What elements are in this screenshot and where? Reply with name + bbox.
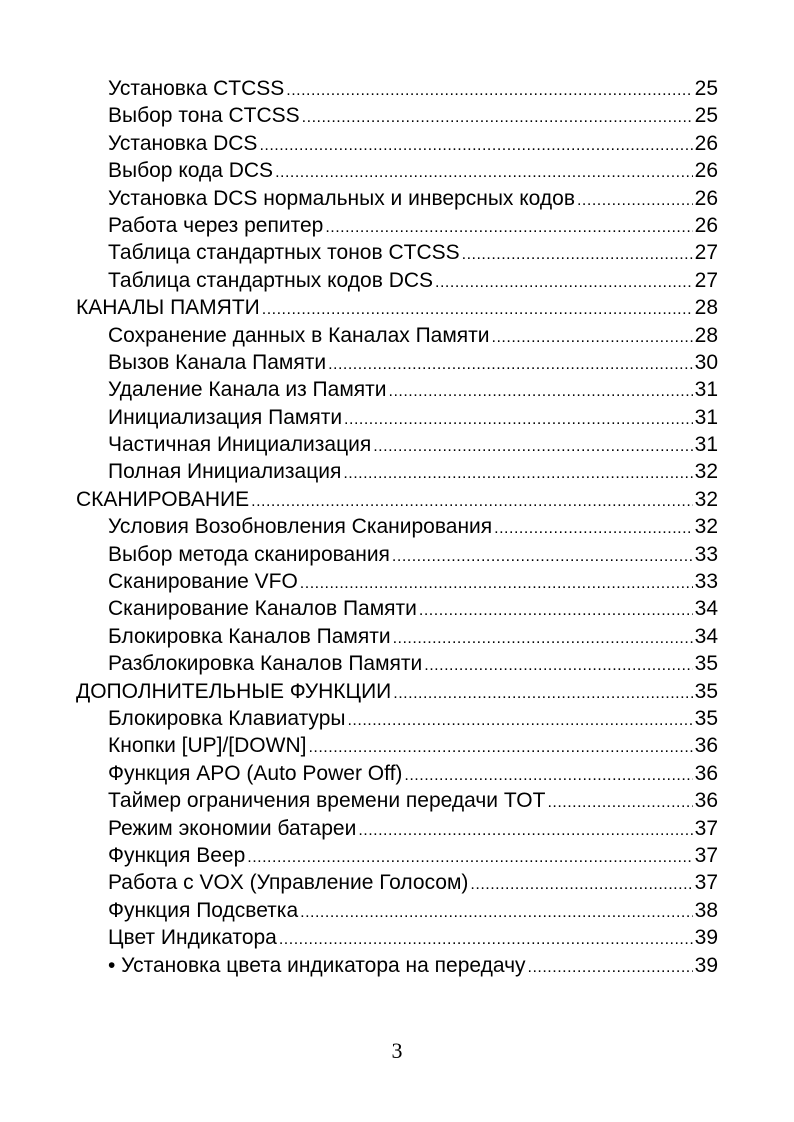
toc-dot-leader [404,762,692,789]
toc-entry-page: 36 [694,734,718,758]
toc-entry[interactable] [76,185,718,212]
toc-dot-leader [462,241,693,268]
toc-entry-title: Инициализация Памяти [108,405,343,429]
toc-dot-leader [419,597,693,624]
toc-entry-title: Режим экономии батареи [108,816,357,840]
toc-entry[interactable] [76,157,718,184]
toc-entry[interactable] [76,513,718,540]
toc-entry[interactable] [76,650,718,677]
toc-entry-page: 31 [694,433,718,457]
toc-entry-page: 26 [694,213,718,237]
toc-entry-title: • Установка цвета индикатора на передачу [108,953,526,977]
toc-entry-title: Функция Подсветка [108,898,299,922]
toc-entry-page: 37 [694,816,718,840]
toc-entry-title: Функция APO (Auto Power Off) [108,761,403,785]
toc-dot-leader [302,104,693,131]
toc-dot-leader [547,789,692,816]
toc-entry-page: 35 [694,652,718,676]
toc-dot-leader [358,817,692,844]
toc-entry-title: ДОПОЛНИТЕЛЬНЫЕ ФУНКЦИИ [76,679,392,703]
toc-entry-title: Выбор кода DCS [108,159,274,183]
toc-entry-title: Работа с VOX (Управление Голосом) [108,871,469,895]
toc-entry-page: 33 [694,542,718,566]
toc-entry-title: Сканирование VFO [108,570,298,594]
toc-entry-page: 30 [694,350,718,374]
toc-entry[interactable] [76,349,718,376]
toc-entry-page: 27 [694,268,718,292]
toc-entry-page: 25 [694,104,718,128]
toc-entry-page: 31 [694,405,718,429]
toc-entry[interactable] [76,732,718,759]
toc-dot-leader [275,159,693,186]
toc-entry[interactable] [76,595,718,622]
page-number: 3 [391,1038,403,1063]
toc-entry-title: Блокировка Каналов Памяти [108,624,391,648]
toc-entry-page: 36 [694,789,718,813]
toc-entry[interactable] [76,458,718,485]
toc-dot-leader [286,77,692,104]
toc-entry-page: 26 [694,159,718,183]
toc-entry-page: 33 [694,570,718,594]
toc-entry-page: 35 [694,706,718,730]
toc-dot-leader [344,406,693,433]
toc-dot-leader [343,460,692,487]
toc-dot-leader [325,214,692,241]
toc-entry-page: 37 [694,843,718,867]
toc-section-entry[interactable] [76,678,718,705]
toc-entry-title: Установка CTCSS [108,77,285,100]
toc-entry-page: 37 [694,871,718,895]
toc-entry-title: Вызов Канала Памяти [108,350,327,374]
toc-entry-page: 32 [694,460,718,484]
toc-entry-title: Сканирование Каналов Памяти [108,597,417,621]
toc-entry[interactable] [76,897,718,924]
toc-entry-page: 38 [694,898,718,922]
toc-entry-title: Таблица стандартных кодов DCS [108,268,434,292]
toc-entry-title: Установка DCS нормальных и инверсных кодов [108,186,575,210]
toc-entry[interactable] [76,431,718,458]
toc-dot-leader [392,543,693,570]
toc-entry[interactable] [76,815,718,842]
toc-entry-title: Функция Beep [108,843,246,867]
toc-dot-leader [492,324,693,351]
toc-entry-page: 28 [694,296,718,320]
toc-dot-leader [393,625,693,652]
toc-entry[interactable] [76,376,718,403]
toc-entry-title: Цвет Индикатора [108,926,277,950]
toc-entry-page: 31 [694,378,718,402]
toc-dot-leader [424,652,692,679]
toc-entry[interactable] [76,541,718,568]
toc-entry[interactable] [76,130,718,157]
toc-entry[interactable] [76,404,718,431]
toc-dot-leader [300,899,693,926]
toc-section-entry[interactable] [76,486,718,513]
toc-entry-title: Работа через репитер [108,213,324,237]
toc-entry[interactable] [76,102,718,129]
toc-entry-page: 39 [694,926,718,950]
toc-entry-page: 32 [694,487,718,511]
toc-dot-leader [470,871,692,898]
toc-entry[interactable] [76,924,718,951]
toc-entry-title: Полная Инициализация [108,460,342,484]
toc-entry[interactable] [76,787,718,814]
toc-entry[interactable] [76,75,718,102]
toc-entry-page: 34 [694,597,718,621]
toc-dot-leader [247,844,692,871]
toc-dot-leader [279,926,693,953]
toc-dot-leader [300,570,693,597]
toc-entry-title: Удаление Канала из Памяти [108,378,387,402]
toc-entry[interactable] [76,239,718,266]
toc-dot-leader [393,680,692,707]
toc-entry-page: 27 [694,241,718,265]
toc-entry[interactable] [76,842,718,869]
toc-section-entry[interactable] [76,294,718,321]
toc-entry-title: Частичная Инициализация [108,433,372,457]
toc-entry-page: 26 [694,186,718,210]
toc-entry-page: 25 [694,77,718,100]
toc-entry-page: 26 [694,131,718,155]
toc-dot-leader [308,734,692,761]
toc-dot-leader [528,954,693,981]
toc-entry-title: Выбор тона CTCSS [108,104,300,128]
toc-dot-leader [262,296,693,323]
toc-entry[interactable] [76,212,718,239]
toc-entry-title: Выбор метода сканирования [108,542,390,566]
toc-entry-page: 39 [694,953,718,977]
toc-entry-title: КАНАЛЫ ПАМЯТИ [76,296,260,320]
toc-entry-page: 34 [694,624,718,648]
toc-entry[interactable] [76,267,718,294]
toc-entry-page: 35 [694,679,718,703]
table-of-contents [76,75,718,979]
toc-dot-leader [373,433,692,460]
toc-entry[interactable] [76,568,718,595]
toc-entry-page: 36 [694,761,718,785]
toc-entry[interactable] [76,705,718,732]
toc-entry-title: Таблица стандартных тонов CTCSS [108,241,460,265]
toc-entry-title: Разблокировка Каналов Памяти [108,652,423,676]
toc-entry-title: Сохранение данных в Каналах Памяти [108,323,490,347]
toc-entry-title: СКАНИРОВАНИЕ [76,487,250,511]
toc-entry-page: 28 [694,323,718,347]
toc-entry-title: Установка DCS [108,131,258,155]
toc-dot-leader [347,707,692,734]
toc-entry-title: Кнопки [UP]/[DOWN] [108,734,307,758]
toc-dot-leader [328,351,693,378]
toc-entry-title: Блокировка Клавиатуры [108,706,346,730]
toc-entry[interactable] [76,869,718,896]
toc-entry[interactable] [76,760,718,787]
toc-dot-leader [577,187,693,214]
toc-dot-leader [494,515,692,542]
toc-dot-leader [251,488,693,515]
toc-dot-leader [389,378,693,405]
toc-entry-title: Условия Возобновления Сканирования [108,515,493,539]
toc-entry-page: 32 [694,515,718,539]
toc-entry[interactable] [76,623,718,650]
toc-entry[interactable] [76,322,718,349]
toc-entry[interactable] [76,952,718,979]
toc-dot-leader [259,132,692,159]
toc-entry-title: Таймер ограничения времени передачи TOT [108,789,546,813]
toc-dot-leader [435,269,693,296]
